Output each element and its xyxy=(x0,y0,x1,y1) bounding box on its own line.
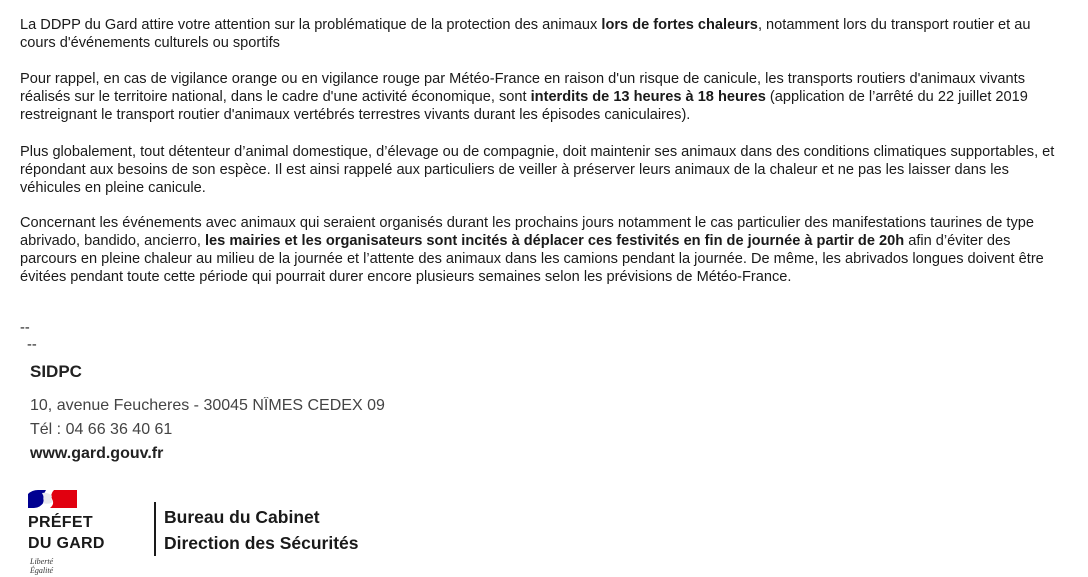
logo-title-line1: PRÉFET xyxy=(28,514,93,531)
bold-text: les mairies et les organisateurs sont incités à déplacer ces festivités en fin de journée à partir de 20h xyxy=(204,233,905,249)
paragraph-heat-warning: La DDPP du Gard attire votre attention sur la problématique de la protection des animaux lors de fortes chaleurs, notamment lors du transport routier et au cours d'événements culturels ou sportifs xyxy=(20,17,1031,51)
logo-motto: Liberté Égalité xyxy=(30,557,54,575)
prefecture-logo xyxy=(28,490,128,577)
logo-title-line2: DU GARD xyxy=(28,535,105,552)
paragraph-events: Concernant les événements avec animaux qui seraient organisés durant les prochains jours notamment le cas particulier des manifestations taurines de type abrivado, bandido, ancierro, les mairies et les organisateurs sont incités à déplacer ces festivités en fin de journée à partir de 20h afin d’éviter des parcours en pleine chaleur au milieu de la journée et l’attente des animaux dans les camions pendant la journée. De même, les abrivados longues doivent être évitées pendant toute cette période qui pourrait durer encore plusieurs semaines selon les prévisions de Météo-France. xyxy=(20,215,1044,285)
signature-department-line2: Direction des Sécurités xyxy=(164,533,359,553)
paragraph-transport-ban: Pour rappel, en cas de vigilance orange ou en vigilance rouge par Météo-France en raison d'un risque de canicule, les transports routiers d'animaux vivants réalisés sur le territoire national, dans le cadre d'une activité économique, sont interdits de 13 heures à 18 heures (application de l’arrêté du 22 juillet 2019 restreignant le transport routier d'animaux vertébrés terrestres vivants durant les épisodes caniculaires). xyxy=(20,71,1028,123)
signature-website-link[interactable]: www.gard.gouv.fr xyxy=(30,445,164,462)
signature-department-line1: Bureau du Cabinet xyxy=(164,507,320,527)
paragraph-owner-duty: Plus globalement, tout détenteur d’animal domestique, d’élevage ou de compagnie, doit maintenir ses animaux dans des conditions climatiques supportables, et répondant aux besoins de son espèce. Il est ainsi rappelé aux particuliers de veiller à préserver leurs animaux de la chaleur et ne pas les laisser dans les véhicules en pleine canicule. xyxy=(20,144,1055,196)
signature-separator: -- xyxy=(27,337,37,353)
bold-text: interdits de 13 heures à 18 heures xyxy=(530,89,766,105)
signature-separator: -- xyxy=(20,320,30,336)
bold-text: lors de fortes chaleurs xyxy=(601,17,758,33)
logo-divider xyxy=(154,502,156,556)
signature-phone: Tél : 04 66 36 40 61 xyxy=(30,421,173,438)
marianne-flag-icon xyxy=(28,490,77,508)
signature-address: 10, avenue Feucheres - 30045 NÎMES CEDEX 09 xyxy=(30,397,385,414)
signature-name: SIDPC xyxy=(30,362,82,381)
